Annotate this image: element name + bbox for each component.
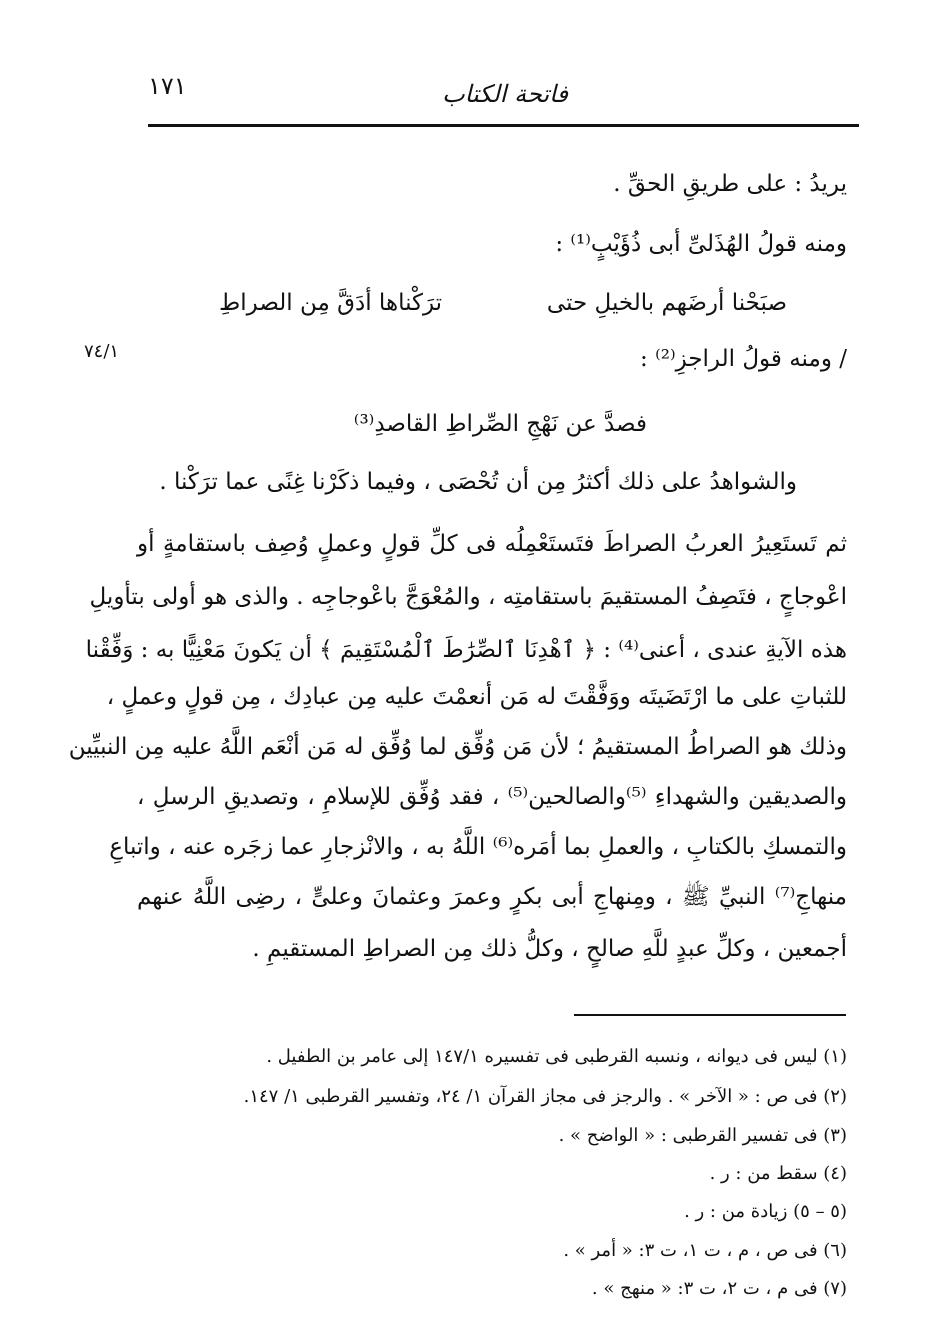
text-line-7: ثم تَستَعِيرُ العربُ الصراطَ فتَستَعْمِلُه فى كلِّ قولٍ وعملٍ وُصِف باستقامةٍ أو: [137, 531, 847, 557]
footnote-rule: [574, 1014, 846, 1016]
footnote-1: (١) ليس فى ديوانه ، ونسبه القرطبى فى تفسيره ١٤٧/١ إلى عامر بن الطفيل .: [266, 1046, 847, 1067]
running-title: فاتحة الكتاب: [442, 80, 568, 108]
text-line-14: منهاجِ⁽⁷⁾ النبيِّ ﷺ ، ومِنهاجِ أبى بكرٍ وعمرَ وعثمانَ وعلىٍّ ، رضِى اللَّهُ عنهم: [137, 884, 847, 910]
text-line-9: هذه الآيةِ عندى ، أعنى⁽⁴⁾ : ﴿ ٱهْدِنَا ٱلصِّرَٰطَ ٱلْمُسْتَقِيمَ ﴾ أن يَكونَ مَعْنِيًّا به : وَفِّقْنا: [85, 637, 847, 663]
page-number: ١٧١: [148, 72, 187, 100]
footnote-7: (٧) فى م ، ت ٢، ت ٣: « منهج » .: [591, 1278, 847, 1299]
header-rule: [148, 124, 859, 127]
text-line-12: والصديقين والشهداءِ ⁽⁵⁾والصالحين⁽⁵⁾ ، فقد وُفِّق للإسلامِ ، وتصديقِ الرسلِ ،: [137, 784, 847, 810]
verse-hemistich-right: صبَحْنا أرضَهم بالخيلِ حتى: [546, 290, 787, 316]
text-line-15: أجمعين ، وكلِّ عبدٍ للَّهِ صالحٍ ، وكلُّ ذلك مِن الصراطِ المستقيمِ .: [252, 936, 847, 962]
footnote-3: (٣) فى تفسير القرطبى : « الواضح » .: [558, 1125, 847, 1146]
verse-line-rajaz: فصدَّ عن نَهْجِ الصِّراطِ القاصدِ⁽³⁾: [353, 411, 647, 437]
text-line-13: والتمسكِ بالكتابِ ، والعملِ بما أمَره⁽⁶⁾ اللَّهُ به ، والانْزجارِ عما زجَره عنه ، واتباعِ: [109, 834, 847, 860]
text-line-10: للثباتِ على ما ارْتَضَيتَه ووَفَّقْتَ له مَن أنعمْتَ عليه مِن عبادِك ، مِن قولٍ وعملٍ ،: [106, 684, 847, 710]
text-line-2: ومنه قولُ الهُذَلىِّ أبى ذُؤَيْبٍ⁽¹⁾ :: [555, 231, 847, 257]
footnote-6: (٦) فى ص ، م ، ت ١، ت ٣: « أمر » .: [563, 1240, 847, 1261]
footnote-4: (٤) سقط من : ر .: [709, 1163, 847, 1184]
text-line-4: / ومنه قولُ الراجزِ⁽²⁾ :: [640, 346, 847, 372]
verse-hemistich-left: ترَكْناها أدَقَّ مِن الصراطِ: [219, 290, 443, 316]
footnote-2: (٢) فى ص : « الآخر » . والرجز فى مجاز القرآن ١/ ٢٤، وتفسير القرطبى ١/ ١٤٧.: [243, 1086, 847, 1107]
text-line-6: والشواهدُ على ذلك أكثرُ مِن أن تُحْصَى ، وفيما ذكَرْنا غِنًى عما ترَكْنا .: [159, 469, 797, 495]
text-line-8: اعْوجاجٍ ، فتَصِفُ المستقيمَ باستقامتِه ، والمُعْوَجَّ باعْوجاجِه . والذى هو أولى بتأويلِ: [89, 584, 847, 610]
text-line-11: وذلك هو الصراطُ المستقيمُ ؛ لأن مَن وُفِّق لما وُفِّق له مَن أنْعَم اللَّهُ عليه مِن النبيِّين: [68, 734, 847, 760]
text-line-1: يريدُ : على طريقِ الحقِّ .: [613, 171, 847, 197]
footnote-5: (٥ – ٥) زيادة من : ر .: [684, 1201, 847, 1222]
margin-reference: ٧٤/١: [84, 341, 120, 362]
